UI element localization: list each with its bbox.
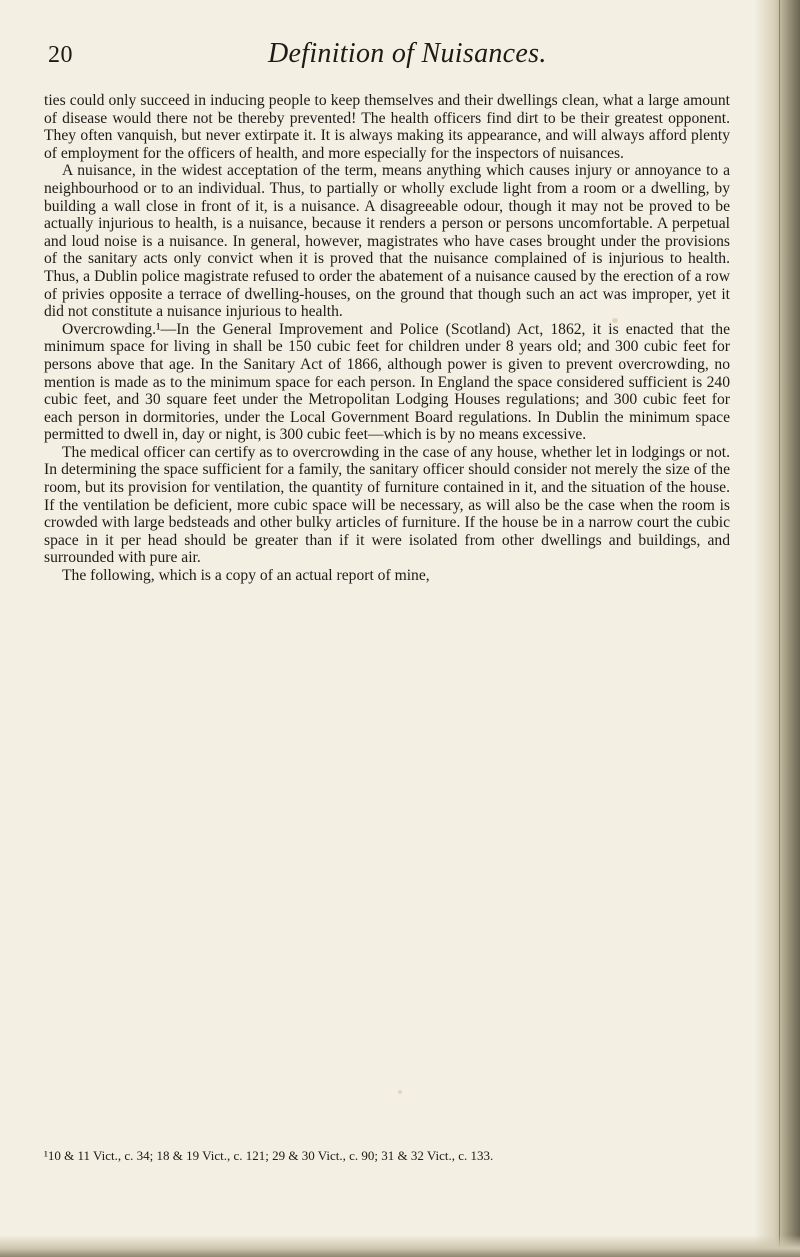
page-bottom-edge <box>0 1235 800 1257</box>
footnote: ¹10 & 11 Vict., c. 34; 18 & 19 Vict., c. 121; 29 & 30 Vict., c. 90; 31 & 32 Vict., c. 133. <box>44 1148 494 1163</box>
body-text <box>44 92 730 585</box>
paragraph: The medical officer can certify as to overcrowding in the case of any house, whether let in lodgings or not. In determining the space sufficient for a family, the sanitary officer should consider not merely the size of the room, but its provision for ventilation, the quantity of furniture contained in it, and the situation of the house. If the ventilation be deficient, more cubic space will be necessary, as will also be the case when the room is crowded with large bedsteads and other bulky articles of furniture. If the house be in a narrow court the cubic space in it per head should be greater than if it were isolated from other dwellings and buildings, and surrounded with pure air. <box>44 443 730 567</box>
paragraph: A nuisance, in the widest acceptation of the term, means anything which causes injury or annoyance to a neighbourhood or to an individual. Thus, to partially or wholly exclude light from a room or a dwelling, by building a wall close in front of it, is a nuisance. A disagreeable odour, though it may not be proved to be actually injurious to health, is a nuisance, because it renders a person or persons uncomfortable. A perpetual and loud noise is a nuisance. In general, however, magistrates who have cases brought under the provisions of the sanitary acts only convict when it is proved that the nuisance complained of is injurious to health. Thus, a Dublin police magistrate refused to order the abatement of a nuisance caused by the erection of a row of privies opposite a terrace of dwelling-houses, on the ground that though such an act was improper, yet it did not constitute a nuisance injurious to health. <box>44 162 730 321</box>
paper-spot <box>398 1090 402 1094</box>
paragraph: ties could only succeed in inducing people to keep themselves and their dwellings clean, what a large amount of disease would there not be thereby prevented! The health officers find dirt to be their greatest opponent. They often vanquish, but never extirpate it. It is always making its appearance, and will always afford plenty of employment for the officers of health, and more especially for the inspectors of nuisances. <box>44 92 730 162</box>
page-edge-shadow <box>754 0 800 1257</box>
paragraph: The following, which is a copy of an actual report of mine, <box>62 567 430 585</box>
paragraph: Overcrowding.¹—In the General Improvement and Police (Scotland) Act, 1862, it is enacted that the minimum space for living in shall be 150 cubic feet for children under 8 years old; and 300 cubic feet for persons above that age. In the Sanitary Act of 1866, although power is given to prevent overcrowding, no mention is made as to the minimum space for each person. In England the space considered sufficient is 240 cubic feet, and 30 square feet under the Metropolitan Lodging Houses regulations; and 300 cubic feet for each person in dormitories, under the Local Government Board regulations. In Dublin the minimum space permitted to dwell in, day or night, is 300 cubic feet—which is by no means excessive. <box>44 320 730 444</box>
page-header <box>48 38 748 74</box>
running-head: Definition of Nuisances. <box>268 38 547 69</box>
page-edge-line <box>779 0 780 1257</box>
paper-spot <box>612 318 618 323</box>
page-number: 20 <box>48 42 73 68</box>
